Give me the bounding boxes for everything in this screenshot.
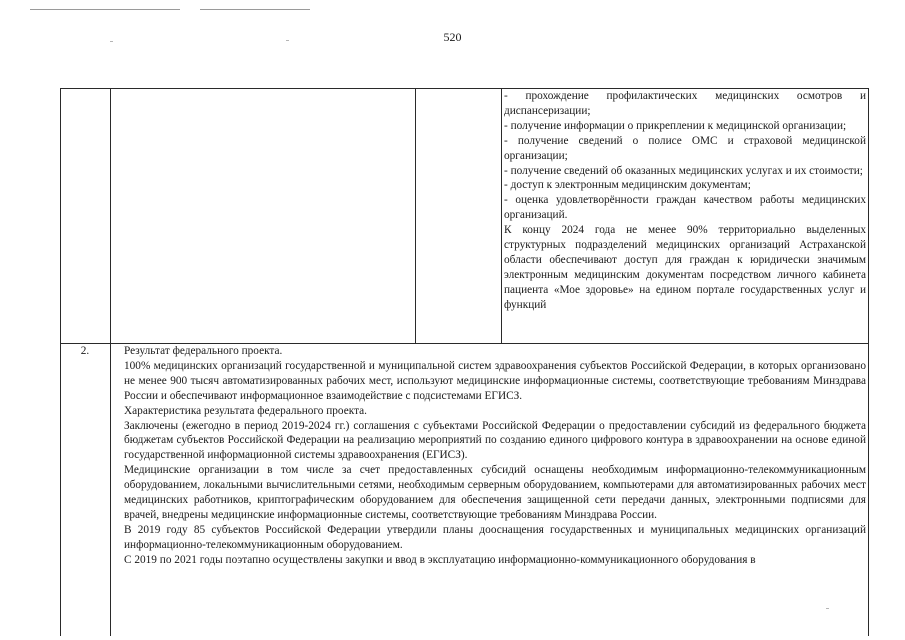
row1-line: - получение информации о прикреплении к медицинской организации; [504, 119, 847, 132]
row2-paragraph: 100% медицинских организаций государственной и муниципальной систем здравоохранения субъектов Российской Федерации, в которых организовано не менее 900 тысяч автоматизированных рабочих мест, используют медицинские информационные системы, соответствующие требованиям Минздрава России и обеспечивают информационное взаимодействие с подсистемами ЕГИСЗ. [124, 359, 866, 402]
row1-line: - получение сведений об оказанных медицинских услугах и их стоимости; [504, 164, 863, 177]
row1-line: - оценка удовлетворённости граждан качеством работы медицинских организаций. [504, 194, 866, 222]
scan-edge-line [200, 9, 310, 10]
row1-line: К концу 2024 года не менее 90% территориально выделенных структурных подразделений медицинских организаций Астраханской области обеспечивают доступ для граждан к юридически значимым электронным медицинским документам посредством личного кабинета пациента «Мое здоровье» на едином портале государственных услуг и функций [504, 224, 866, 311]
row2-paragraph: Характеристика результата федерального проекта. [124, 404, 367, 417]
row2-paragraph: Результат федерального проекта. [124, 345, 283, 357]
row2-content-cell [124, 344, 866, 636]
page-number: 520 [443, 30, 462, 44]
document-table [60, 88, 869, 636]
table-rule-right [868, 88, 869, 636]
row2-paragraph: Медицинские организации в том числе за счет предоставленных субсидий оснащены необходимым информационно-телекоммуникационным оборудованием, локальными вычислительными сетями, необходимым серверным оборудованием, компьютерами для автоматизированных рабочих мест медицинских работников, криптографическим оборудованием для обеспечения защищенной сети передачи данных, электронными подписями для врачей, внедрены медицинские информационные системы, соответствующие требованиям Минздрава России. [124, 464, 866, 521]
row1-result-cell [504, 89, 866, 344]
table-rule-col1 [110, 88, 111, 636]
table-rule-left [60, 88, 61, 636]
row1-line: - получение сведений о полисе ОМС и страховой медицинской организации; [504, 134, 866, 162]
scan-edge-line [30, 9, 180, 10]
row2-paragraph: С 2019 по 2021 годы поэтапно осуществлены закупки и ввод в эксплуатацию информационно-коммуникационного оборудования в [124, 553, 756, 566]
row2-paragraph: Заключены (ежегодно в период 2019-2024 гг.) соглашения с субъектами Российской Федерации о предоставлении субсидий из федерального бюджета бюджетам субъектов Российской Федерации на реализацию мероприятий по созданию единого цифрового контура в здравоохранении на основе единой государственной информационной системы здравоохранения (ЕГИСЗ). [124, 419, 866, 462]
table-rule-col3 [501, 88, 502, 344]
row2-paragraph: В 2019 году 85 субъектов Российской Федерации утвердили планы дооснащения государственных и муниципальных медицинских организаций информационно-телекоммуникационным оборудованием. [124, 523, 866, 551]
row2-number: 2. [80, 345, 90, 357]
table-rule-col2 [415, 88, 416, 344]
row1-line: - прохождение профилактических медицинских осмотров и диспансеризации; [504, 90, 866, 117]
row1-line: - доступ к электронным медицинским документам; [504, 179, 751, 192]
